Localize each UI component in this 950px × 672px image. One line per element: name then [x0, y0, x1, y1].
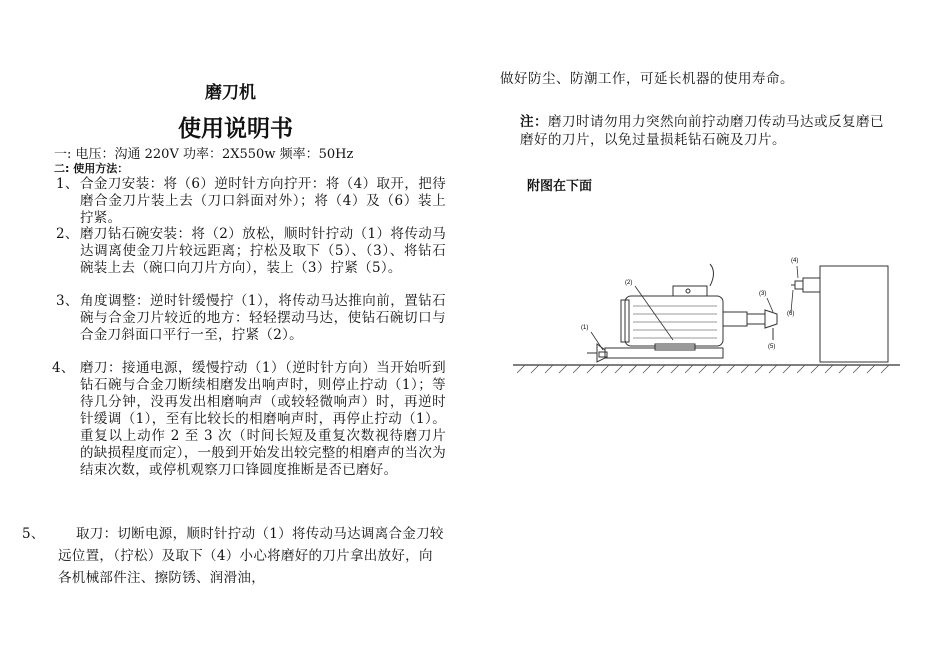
step-5 [22, 523, 446, 589]
step-4 [52, 360, 446, 479]
label-4: (4) [791, 258, 799, 264]
label-1: (1) [581, 325, 589, 331]
step-number: 5、 [22, 526, 45, 542]
step-text: 角度调整：逆时针缓慢拧（1），将传动马达推向前，置钻石碗与合金刀片较近的地方：轻轻摆动马达，使钻石碗切口与合金刀斜面口平行一至，拧紧（2）。 [80, 293, 446, 343]
step-number: 2、 [56, 226, 79, 242]
label-6: (6) [787, 311, 795, 317]
label-3: (3) [759, 291, 767, 297]
step-number: 4、 [52, 360, 75, 376]
step-3 [56, 293, 446, 344]
step-1 [56, 176, 446, 227]
doc-subtitle: 使用说明书 [178, 116, 293, 142]
label-2: (2) [625, 280, 633, 286]
continued-text: 做好防尘、防潮工作，可延长机器的使用寿命。 [500, 71, 794, 87]
label-5: (5) [768, 344, 776, 350]
step-number: 3、 [56, 293, 79, 309]
doc-title: 磨刀机 [205, 83, 256, 103]
step-text: 合金刀安装：将（6）逆时针方向拧开：将（4）取开，把待磨合金刀片装上去（刀口斜面对外）；将（4）及（6）装上拧紧。 [80, 176, 446, 226]
step-number: 1、 [56, 176, 79, 192]
step-text: 取刀：切断电源，顺时针拧动（1）将传动马达调离合金刀较远位置，（拧松）及取下（4）小心将磨好的刀片拿出放好，向各机械部件注、擦防锈、润滑油， [58, 526, 444, 586]
note-text: 磨刀时请勿用力突然向前拧动磨刀传动马达或反复磨已磨好的刀片，以免过量损耗钻石碗及刀片。 [520, 114, 884, 148]
note-label: 注： [520, 114, 548, 130]
step-2 [56, 226, 446, 277]
figure-caption: 附图在下面 [527, 179, 593, 194]
spec-line: 一: 电压：沟通 220V 功率：2X550w 频率：50Hz [54, 147, 354, 162]
step-text: 磨刀：接通电源，缓慢拧动（1）（逆时针方向）当开始听到钻石碗与合金刀断续相磨发出响声时，则停止拧动（1）；等待几分钟，没再发出相磨响声（或较轻微响声）时，再逆时针缓调（1），至有比较长的相磨响声时，再停止拧动（1）。重复以上动作 2 至 3 次（时间长短及重复次数视待磨刀片的缺损程度而定），一般到开始发出较完整的相磨声的当次为结束次数，或停机观察刀口锋圆度推断是否已磨好。 [80, 360, 446, 478]
method-heading: 二: 使用方法： [54, 162, 129, 175]
step-text: 磨刀钻石碗安装：将（2）放松，顺时针拧动（1）将传动马达调离使金刀片较远距离；拧松及取下（5）、（3）、将钻石碗装上去（碗口向刀片方向），装上（3）拧紧（5）。 [80, 226, 446, 276]
note-block [520, 113, 892, 149]
machine-diagram [505, 240, 905, 380]
